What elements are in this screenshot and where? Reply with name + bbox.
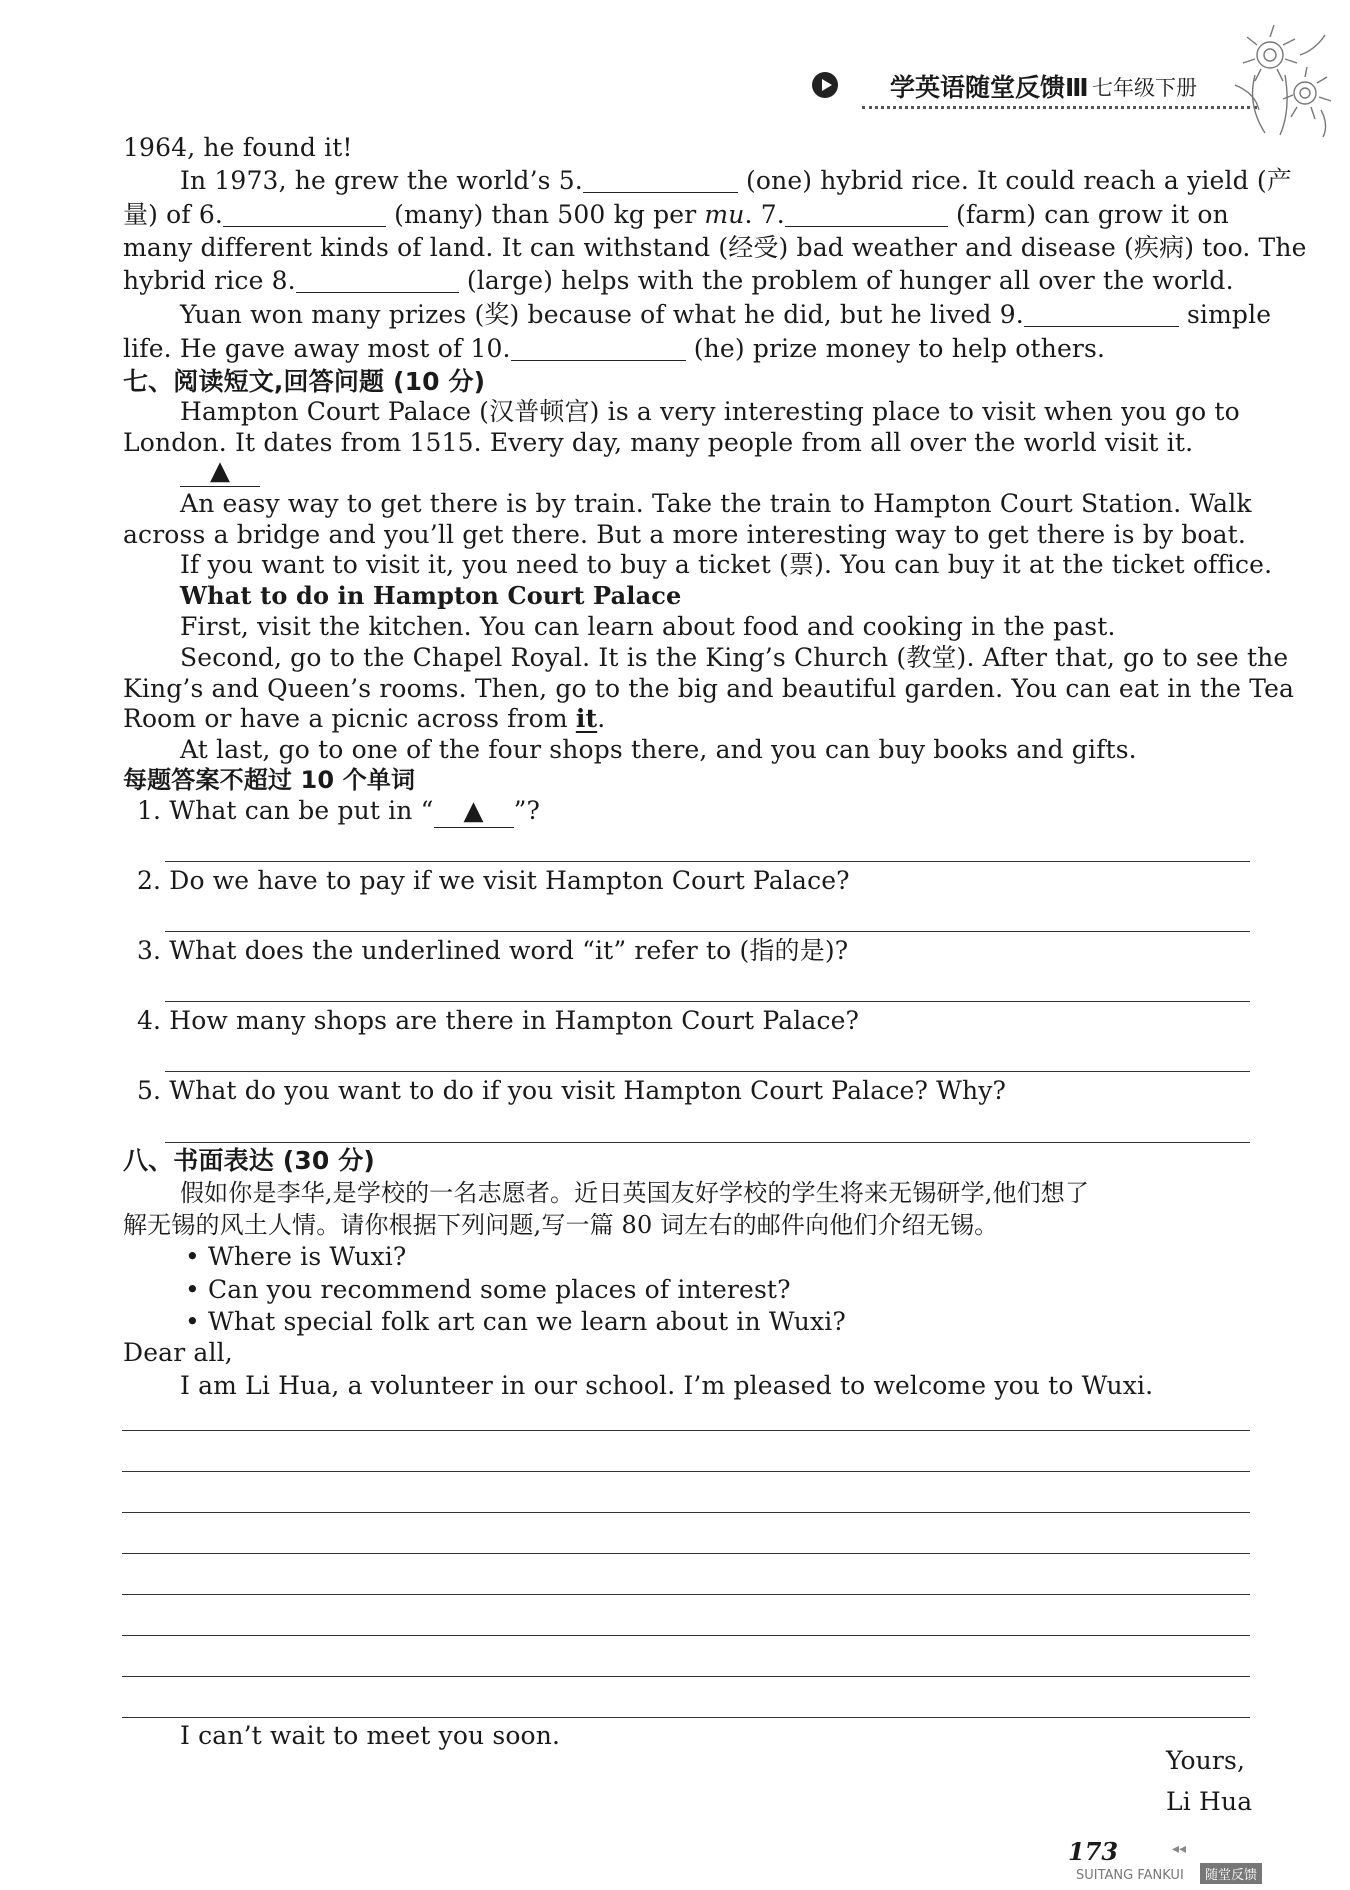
section-8-heading: 八、书面表达 (30 分) — [123, 1146, 375, 1175]
footer-brand-en: SUITANG FANKUI — [1076, 1868, 1184, 1883]
letter-greeting: Dear all, — [123, 1338, 233, 1367]
reading-p3: If you want to visit it, you need to buy a ticket (票). You can buy it at the ticket office. — [180, 550, 1273, 579]
reading-p2-line2: across a bridge and you’ll get there. But a more interesting way to get there is by boat. — [123, 520, 1246, 549]
writing-line-7[interactable] — [122, 1676, 1250, 1677]
answer-line-5[interactable] — [165, 1142, 1250, 1143]
reading-p1-line2: London. It dates from 1515. Every day, many people from all over the world visit it. — [123, 428, 1194, 457]
question-3: 3. What does the underlined word “it” refer to (指的是)? — [137, 936, 849, 965]
passage-text: life. He gave away most of — [123, 334, 471, 363]
passage-line-4: many different kinds of land. It can withstand (经受) bad weather and disease (疾病) too. The — [123, 233, 1307, 262]
blank-5[interactable] — [583, 168, 738, 193]
passage-text: simple — [1178, 300, 1272, 329]
header-dotted-rule — [862, 106, 1257, 109]
writing-line-2[interactable] — [122, 1471, 1250, 1472]
passage-text: . — [744, 200, 761, 229]
blank-6[interactable] — [223, 202, 386, 227]
passage-text: Room or have a picnic across from — [123, 704, 576, 733]
passage-line-3 — [123, 199, 1229, 230]
letter-opening: I am Li Hua, a volunteer in our school. I’m pleased to welcome you to Wuxi. — [180, 1371, 1154, 1400]
reading-p2-line1: An easy way to get there is by train. Take the train to Hampton Court Station. Walk — [180, 489, 1252, 518]
writing-bullet-1: • Where is Wuxi? — [185, 1242, 407, 1271]
mu-unit: mu — [704, 200, 745, 229]
underlined-it: it — [575, 704, 598, 733]
reading-p5-line1: Second, go to the Chapel Royal. It is the King’s Church (教堂). After that, go to see the — [180, 643, 1289, 672]
page-number: 173 — [1068, 1837, 1119, 1866]
triangle-blank-inline — [434, 795, 514, 828]
writing-bullet-3: • What special folk art can we learn about in Wuxi? — [185, 1307, 846, 1336]
triangle-blank — [180, 456, 260, 487]
passage-line-7 — [123, 333, 1105, 364]
reading-subheading: What to do in Hampton Court Palace — [180, 581, 682, 610]
passage-text: hybrid rice — [123, 266, 272, 295]
answer-line-1[interactable] — [165, 861, 1250, 862]
passage-line-1: 1964, he found it! — [123, 133, 353, 162]
answer-line-3[interactable] — [165, 1001, 1250, 1002]
blank-number-7: 7. — [760, 200, 785, 229]
writing-prompt-line2: 解无锡的风土人情。请你根据下列问题,写一篇 80 词左右的邮件向他们介绍无锡。 — [123, 1211, 999, 1239]
reading-p5-line3 — [123, 703, 605, 734]
blank-number-10: 10. — [470, 334, 511, 363]
writing-line-6[interactable] — [122, 1635, 1250, 1636]
writing-bullet-2: • Can you recommend some places of interest? — [185, 1275, 791, 1304]
blank-number-5: 5. — [558, 166, 583, 195]
section-7-heading: 七、阅读短文,回答问题 (10 分) — [123, 367, 486, 396]
passage-text: In 1973, he grew the world’s — [180, 166, 559, 195]
answer-instruction: 每题答案不超过 10 个单词 — [123, 766, 416, 794]
flower-decoration-icon — [1225, 15, 1340, 140]
writing-line-8[interactable] — [122, 1717, 1250, 1718]
reading-p6: At last, go to one of the four shops there, and you can buy books and gifts. — [180, 735, 1137, 764]
blank-number-6: 6. — [198, 200, 224, 229]
header-subtitle: 七年级下册 — [1092, 76, 1197, 100]
letter-signature: Li Hua — [1166, 1787, 1253, 1816]
question-text: ”? — [513, 796, 541, 825]
passage-line-2 — [180, 165, 1292, 196]
reading-p1-line1: Hampton Court Palace (汉普顿宫) is a very interesting place to visit when you go to — [180, 397, 1240, 426]
writing-line-1[interactable] — [122, 1430, 1250, 1431]
blank-9[interactable] — [1024, 302, 1179, 327]
triangle-icon: ▲ — [210, 456, 230, 486]
passage-text: (he) prize money to help others. — [685, 334, 1106, 363]
question-1 — [137, 795, 540, 828]
passage-text: (one) hybrid rice. It could reach a yield (产 — [737, 166, 1292, 195]
question-text: 1. What can be put in “ — [137, 796, 434, 825]
answer-line-4[interactable] — [165, 1071, 1250, 1072]
writing-prompt-line1: 假如你是李华,是学校的一名志愿者。近日英国友好学校的学生将来无锡研学,他们想了 — [180, 1179, 1090, 1207]
blank-number-8: 8. — [271, 266, 296, 295]
passage-text: . — [597, 704, 606, 733]
reading-p4: First, visit the kitchen. You can learn about food and cooking in the past. — [180, 612, 1116, 641]
passage-text: (many) than 500 kg per — [386, 200, 705, 229]
passage-line-6 — [180, 299, 1271, 330]
blank-number-9: 9. — [999, 300, 1024, 329]
triangle-icon: ▲ — [463, 796, 484, 826]
header-title: 学英语随堂反馈Ⅲ — [890, 73, 1089, 102]
question-4: 4. How many shops are there in Hampton Court Palace? — [137, 1006, 860, 1035]
blank-10[interactable] — [511, 336, 686, 361]
passage-text: 量) of — [123, 200, 199, 229]
question-2: 2. Do we have to pay if we visit Hampton Court Palace? — [137, 866, 850, 895]
footer-brand-cn: 随堂反馈 — [1200, 1863, 1262, 1884]
blank-7[interactable] — [785, 202, 948, 227]
passage-line-5 — [123, 265, 1234, 296]
answer-line-2[interactable] — [165, 931, 1250, 932]
passage-text: (large) helps with the problem of hunger all over the world. — [458, 266, 1234, 295]
reading-p5-line2: King’s and Queen’s rooms. Then, go to the big and beautiful garden. You can eat in the Tea — [123, 674, 1295, 703]
blank-8[interactable] — [296, 268, 459, 293]
question-5: 5. What do you want to do if you visit Hampton Court Palace? Why? — [137, 1076, 1007, 1105]
letter-closing: I can’t wait to meet you soon. — [180, 1721, 561, 1750]
passage-text: (farm) can grow it on — [947, 200, 1229, 229]
page-arrows-icon: ◂◂ — [1172, 1841, 1187, 1857]
writing-line-5[interactable] — [122, 1594, 1250, 1595]
letter-yours: Yours, — [1166, 1746, 1246, 1775]
writing-line-4[interactable] — [122, 1553, 1250, 1554]
header-play-icon — [812, 72, 838, 98]
writing-line-3[interactable] — [122, 1512, 1250, 1513]
passage-text: Yuan won many prizes (奖) because of what he did, but he lived — [180, 300, 1000, 329]
